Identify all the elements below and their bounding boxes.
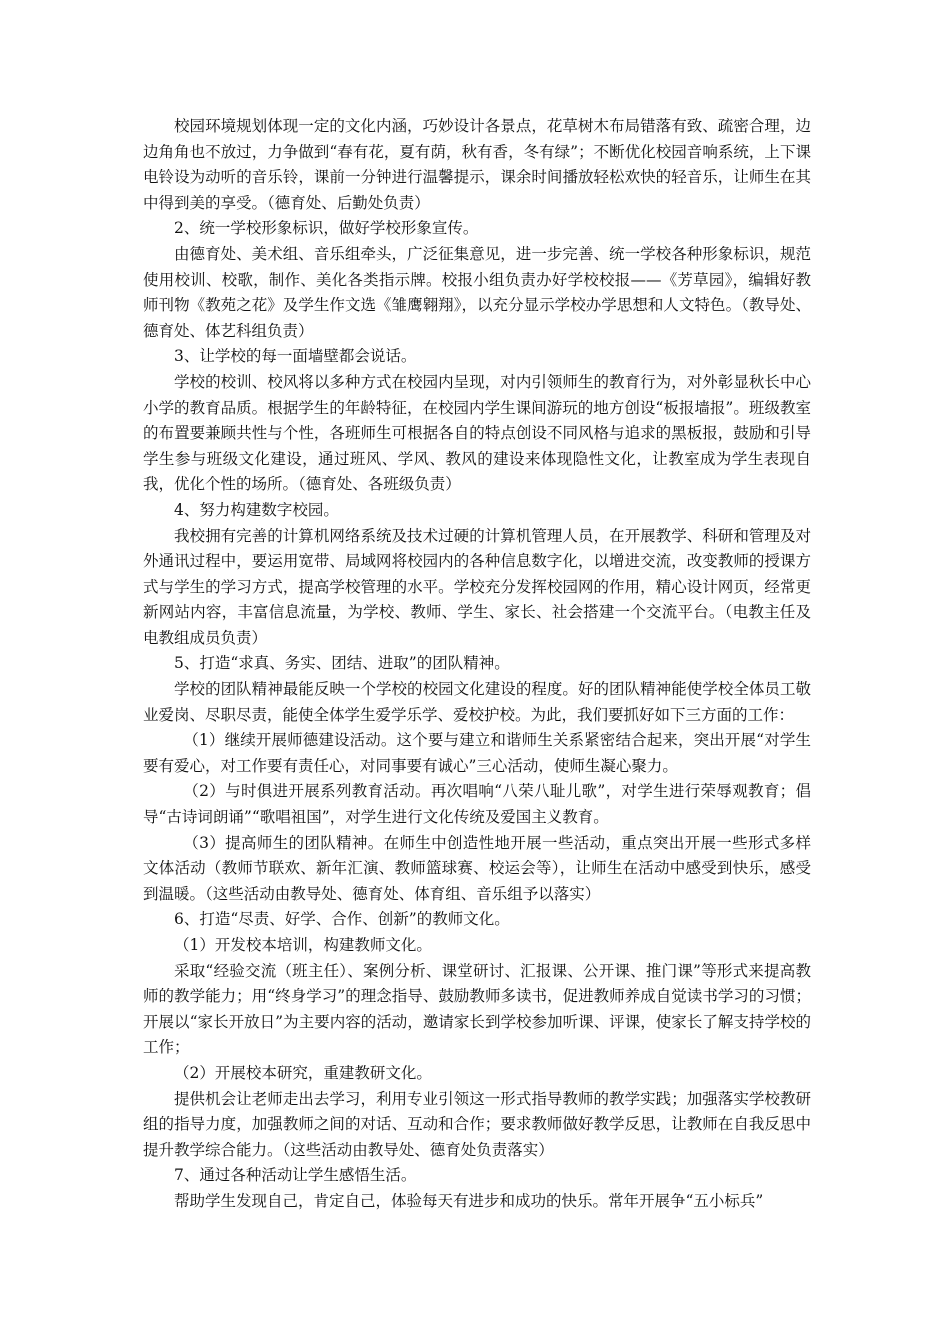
heading-item-5: 5、打造“求真、务实、团结、进取”的团队精神。 xyxy=(174,654,510,673)
list-item-education-activities: （2）与时俱进开展系列教育活动。再次唱响“八荣八耻儿歌”，对学生进行荣辱观教育；倡导“古诗词朗诵”“歌唱祖国”，对学生进行文化传统及爱国主义教育。 xyxy=(143,782,811,827)
paragraph-school-research: 提供机会让老师走出去学习，利用专业引领这一形式指导教师的教学实践；加强落实学校教研组的指导力度，加强教师之间的对话、互动和合作；要求教师做好教学反思，让教师在自我反思中提升教学综合能力。（这些活动由教导处、德育处负责落实） xyxy=(143,1089,811,1159)
heading-item-7: 7、通过各种活动让学生感悟生活。 xyxy=(174,1166,417,1185)
subheading-school-research: （2）开展校本研究，重建教研文化。 xyxy=(174,1063,432,1082)
paragraph-team-spirit: 学校的团队精神最能反映一个学校的校园文化建设的程度。好的团队精神能使学校全体员工敬业爱岗、尽职尽责，能使全体学生爱学乐学、爱校护校。为此，我们要抓好如下三方面的工作： xyxy=(143,680,811,724)
paragraph-walls-speak: 学校的校训、校风将以多种方式在校园内呈现，对内引领师生的教育行为，对外彰显秋长中心小学的教育品质。根据学生的年龄特征，在校园内学生课间游玩的地方创设“板报墙报”。班级教室的布置要兼顾共性与个性，各班师生可根据各自的特点创设不同风格与追求的黑板报，鼓励和引导学生参与班级文化建设，通过班风、学风、教风的建设来体现隐性文化，让教室成为学生表现自我，优化个性的场所。（德育处、各班级负责） xyxy=(143,372,811,494)
heading-item-6: 6、打造“尽责、好学、合作、创新”的教师文化。 xyxy=(174,910,510,929)
paragraph-teacher-training: 采取“经验交流（班主任）、案例分析、课堂研讨、汇报课、公开课、推门课”等形式来提高教师的教学能力；用“终身学习”的理念指导、鼓励教师多读书，促进教师养成自觉读书学习的习惯；开展以“家长开放日”为主要内容的活动，邀请家长到学校参加听课、评课，使家长了解支持学校的工作； xyxy=(143,961,811,1057)
document-body xyxy=(143,114,811,1215)
paragraph-student-life: 帮助学生发现自己，肯定自己，体验每天有进步和成功的快乐。常年开展争“五小标兵” xyxy=(174,1191,764,1210)
subheading-teacher-training: （1）开发校本培训，构建教师文化。 xyxy=(174,936,432,954)
paragraph-school-identity: 由德育处、美术组、音乐组牵头，广泛征集意见，进一步完善、统一学校各种形象标识，规范使用校训、校歌，制作、美化各类指示牌。校报小组负责办好学校校报——《芳草园》，编辑好教师刊物《教苑之花》及学生作文选《雏鹰翱翔》，以充分显示学校办学思想和人文特色。（教导处、德育处、体艺科组负责） xyxy=(143,244,811,340)
list-item-team-activities: （3）提高师生的团队精神。在师生中创造性地开展一些活动，重点突出开展一些形式多样文体活动（教师节联欢、新年汇演、教师篮球赛、校运会等），让师生在活动中感受到快乐，感受到温暖。（这些活动由教导处、德育处、体育组、音乐组予以落实） xyxy=(143,833,811,903)
heading-item-2: 2、统一学校形象标识，做好学校形象宣传。 xyxy=(174,219,479,238)
paragraph-environment-planning: 校园环境规划体现一定的文化内涵，巧妙设计各景点，花草树木布局错落有致、疏密合理，边边角角也不放过，力争做到“春有花，夏有荫，秋有香，冬有绿”；不断优化校园音响系统，上下课电铃设为动听的音乐铃，课前一分钟进行温馨提示，课余时间播放轻松欢快的轻音乐，让师生在其中得到美的享受。（德育处、后勤处负责） xyxy=(143,117,811,212)
heading-item-3: 3、让学校的每一面墙壁都会说话。 xyxy=(174,347,417,366)
paragraph-digital-campus: 我校拥有完善的计算机网络系统及技术过硬的计算机管理人员，在开展教学、科研和管理及对外通讯过程中，要运用宽带、局域网将校园内的各种信息数字化，以增进交流，改变教师的授课方式与学生的学习方式，提高学校管理的水平。学校充分发挥校园网的作用，精心设计网页，经常更新网站内容，丰富信息流量，为学校、教师、学生、家长、社会搭建一个交流平台。（电教主任及电教组成员负责） xyxy=(143,526,811,647)
heading-item-4: 4、努力构建数字校园。 xyxy=(174,500,339,519)
list-item-ethics: （1）继续开展师德建设活动。这个要与建立和谐师生关系紧密结合起来，突出开展“对学生要有爱心，对工作要有责任心，对同事要有诚心”三心活动，使师生凝心聚力。 xyxy=(143,731,811,775)
